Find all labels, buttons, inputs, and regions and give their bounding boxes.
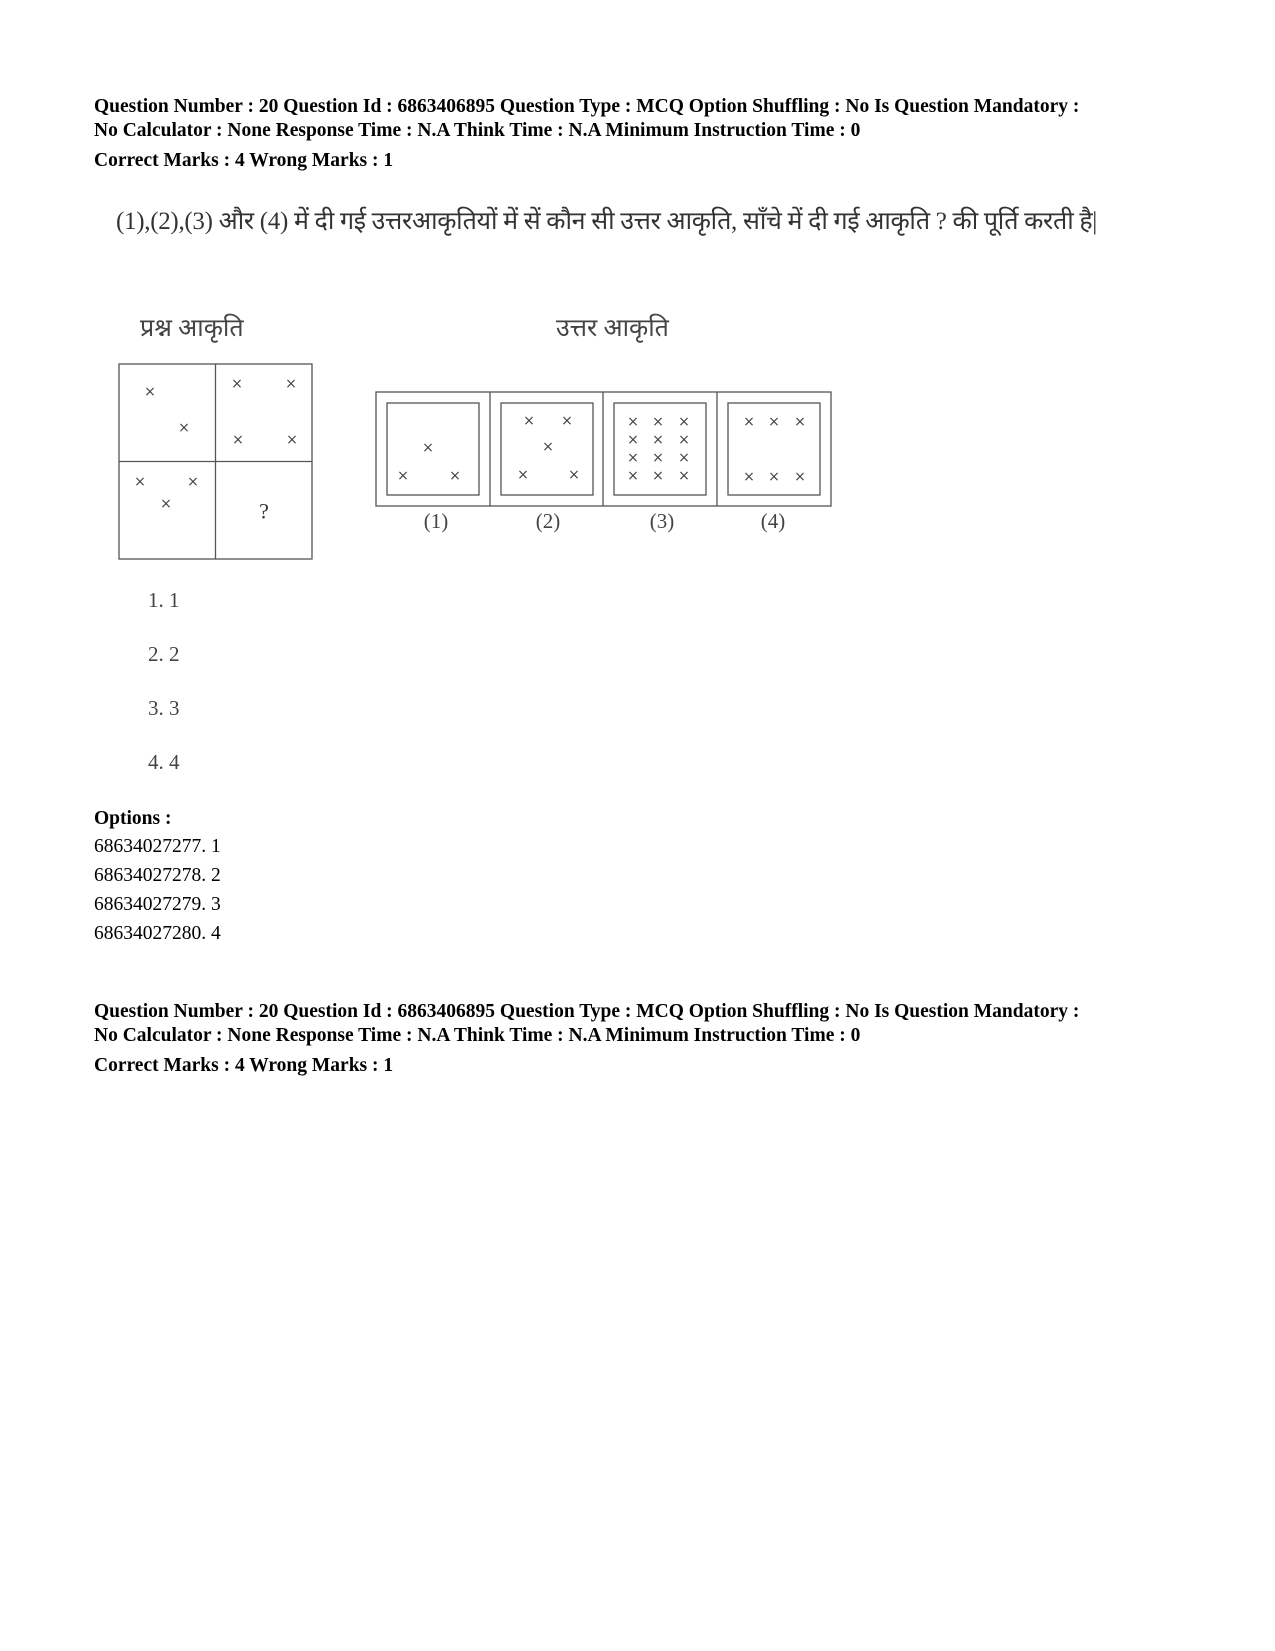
cross-mark: × [568,467,580,483]
choice-item-3: 3. 3 [148,696,180,720]
option-item-1: 68634027277. 1 [94,836,221,857]
cross-mark: × [517,467,529,483]
option-item-4: 68634027280. 4 [94,923,221,944]
question-meta-line-1: Question Number : 20 Question Id : 6863406895 Question Type : MCQ Option Shuffling : No Is Question Mandatory : [94,96,1080,117]
cross-mark: × [627,450,639,466]
cross-mark: × [397,468,409,484]
cross-mark: × [678,450,690,466]
cross-mark: × [652,450,664,466]
answer-label-3: (3) [649,509,675,533]
answer-label-4: (4) [760,509,786,533]
option-item-3: 68634027279. 3 [94,894,221,915]
question-marks-line-repeat: Correct Marks : 4 Wrong Marks : 1 [94,1055,394,1076]
question-meta-line-2: No Calculator : None Response Time : N.A Think Time : N.A Minimum Instruction Time : 0 [94,120,861,141]
cross-mark: × [627,432,639,448]
answer-label-1: (1) [423,509,449,533]
options-label: Options : [94,808,172,829]
cross-mark: × [743,414,755,430]
cross-mark: × [678,414,690,430]
choice-item-4: 4. 4 [148,750,180,774]
cross-mark: × [286,432,298,448]
answer-figure-crosses [397,413,806,485]
cross-mark: × [561,413,573,429]
cross-mark: × [187,474,199,490]
question-marks-line: Correct Marks : 4 Wrong Marks : 1 [94,150,394,171]
cross-mark: × [652,414,664,430]
cross-mark: × [743,469,755,485]
choice-item-1: 1. 1 [148,588,180,612]
cross-mark: × [160,496,172,512]
cross-mark: × [232,432,244,448]
cross-mark: × [794,469,806,485]
cross-mark: × [794,414,806,430]
choice-item-2: 2. 2 [148,642,180,666]
cross-mark: × [678,468,690,484]
cross-mark: × [652,432,664,448]
cross-mark: × [627,468,639,484]
missing-figure-question-mark: ? [259,498,269,524]
question-meta-line-2-repeat: No Calculator : None Response Time : N.A Think Time : N.A Minimum Instruction Time : 0 [94,1025,861,1046]
cross-mark: × [285,376,297,392]
answer-figure-title: उत्तर आकृति [556,315,669,342]
cross-mark: × [134,474,146,490]
question-meta-line-1-repeat: Question Number : 20 Question Id : 6863406895 Question Type : MCQ Option Shuffling : No Is Question Mandatory : [94,1001,1080,1022]
option-item-2: 68634027278. 2 [94,865,221,886]
cross-mark: × [768,414,780,430]
answer-figures [376,392,831,506]
cross-mark: × [542,439,554,455]
cross-mark: × [678,432,690,448]
problem-figure-title: प्रश्न आकृति [140,315,244,342]
cross-mark: × [422,440,434,456]
cross-mark: × [449,468,461,484]
cross-mark: × [178,420,190,436]
cross-mark: × [523,413,535,429]
cross-mark: × [652,468,664,484]
cross-mark: × [627,414,639,430]
cross-mark: × [231,376,243,392]
cross-mark: × [144,384,156,400]
answer-label-2: (2) [535,509,561,533]
question-text: (1),(2),(3) और (4) में दी गई उत्तरआकृतियों में सें कौन सी उत्तर आकृति, साँचे में दी गई आकृति ? की पूर्ति करती है| [116,208,1098,235]
answer-figure-labels [424,509,786,533]
cross-mark: × [768,469,780,485]
